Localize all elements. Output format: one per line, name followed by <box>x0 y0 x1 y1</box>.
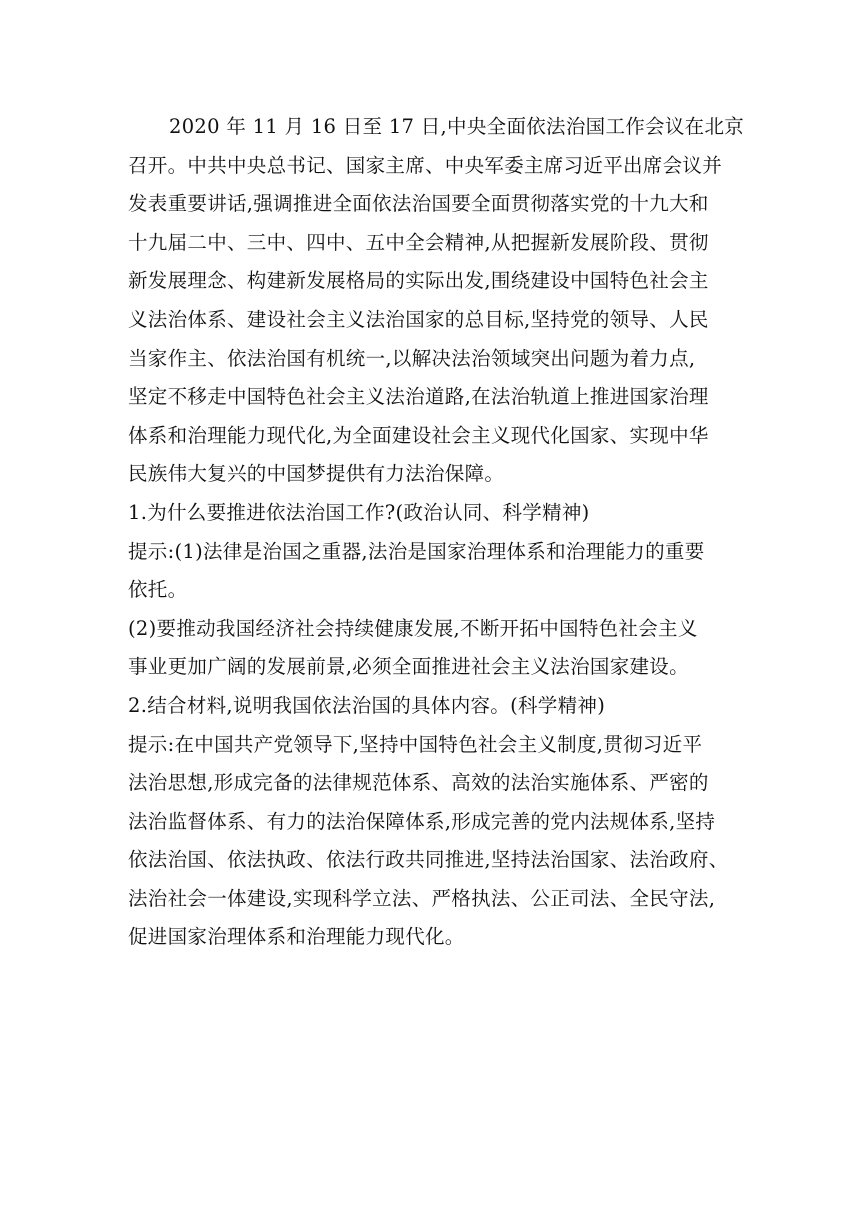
answer-2-line: 法治社会一体建设,实现科学立法、严格执法、公正司法、全民守法, <box>128 886 716 910</box>
document-body <box>128 108 745 957</box>
material-line: 新发展理念、构建新发展格局的实际出发,围绕建设中国特色社会主 <box>128 269 709 293</box>
material-line: 义法治体系、建设社会主义法治国家的总目标,坚持党的领导、人民 <box>128 307 709 331</box>
answer-1-line: 依托。 <box>128 578 188 602</box>
material-line: 发表重要讲话,强调推进全面依法治国要全面贯彻落实党的十九大和 <box>128 192 709 216</box>
material-line: 民族伟大复兴的中国梦提供有力法治保障。 <box>128 462 505 486</box>
material-line: 2020 年 11 月 16 日至 17 日,中央全面依法治国工作会议在北京 <box>169 115 745 138</box>
material-line: 体系和治理能力现代化,为全面建设社会主义现代化国家、实现中华 <box>128 423 709 447</box>
answer-1-line: 提示:(1)法律是治国之重器,法治是国家治理体系和治理能力的重要 <box>128 539 705 563</box>
material-line: 召开。中共中央总书记、国家主席、中央军委主席习近平出席会议并 <box>128 153 723 177</box>
question-2: 2.结合材料,说明我国依法治国的具体内容。(科学精神) <box>128 693 606 717</box>
answer-2-line: 依法治国、依法执政、依法行政共同推进,坚持法治国家、法治政府、 <box>128 848 729 872</box>
material-line: 坚定不移走中国特色社会主义法治道路,在法治轨道上推进国家治理 <box>128 385 709 409</box>
question-1: 1.为什么要推进依法治国工作?(政治认同、科学精神) <box>128 500 590 524</box>
answer-2-line: 提示:在中国共产党领导下,坚持中国特色社会主义制度,贯彻习近平 <box>128 732 703 756</box>
answer-1-line: (2)要推动我国经济社会持续健康发展,不断开拓中国特色社会主义 <box>128 616 698 640</box>
answer-2-line: 法治思想,形成完备的法律规范体系、高效的法治实施体系、严密的 <box>128 771 709 795</box>
material-line: 当家作主、依法治国有机统一,以解决法治领域突出问题为着力点, <box>128 346 696 370</box>
material-line: 十九届二中、三中、四中、五中全会精神,从把握新发展阶段、贯彻 <box>128 230 709 254</box>
answer-2-line: 促进国家治理体系和治理能力现代化。 <box>128 925 465 949</box>
answer-2-line: 法治监督体系、有力的法治保障体系,形成完善的党内法规体系,坚持 <box>128 809 716 833</box>
answer-1-line: 事业更加广阔的发展前景,必须全面推进社会主义法治国家建设。 <box>128 655 689 679</box>
